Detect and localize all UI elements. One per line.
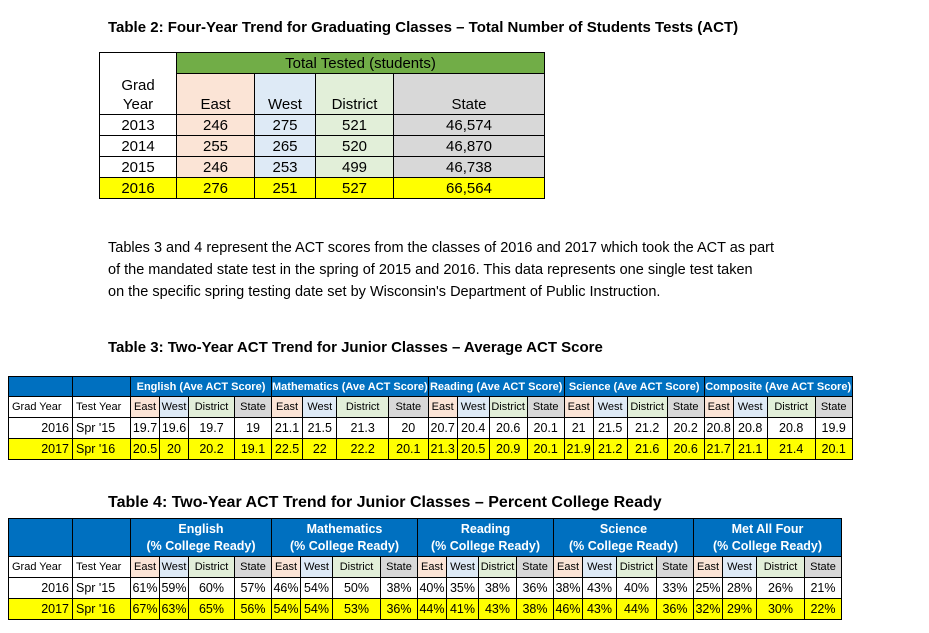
- score-cell: 21.5: [303, 418, 337, 439]
- score-cell: 43%: [583, 599, 617, 620]
- score-cell: 57%: [235, 578, 272, 599]
- column-header-east: East: [564, 397, 593, 418]
- score-cell: 28%: [723, 578, 757, 599]
- score-cell: 20.9: [489, 439, 527, 460]
- score-cell: 40%: [418, 578, 447, 599]
- score-cell: 25%: [694, 578, 723, 599]
- column-header-district: District: [627, 397, 667, 418]
- subject-group-header: Reading (% College Ready): [418, 519, 554, 557]
- score-cell: 54%: [301, 599, 333, 620]
- table-cell: 251: [255, 178, 316, 199]
- score-cell: 19.6: [160, 418, 189, 439]
- score-cell: 20.1: [388, 439, 428, 460]
- group-header-row: [9, 377, 853, 397]
- paragraph-line: of the mandated state test in the spring of 2015 and 2016. This data represents one single test taken: [108, 262, 753, 278]
- test-year-header: Test Year: [73, 397, 131, 418]
- score-cell: 43%: [583, 578, 617, 599]
- column-header-west: West: [457, 397, 489, 418]
- score-cell: 19.9: [815, 418, 852, 439]
- score-cell: 21.1: [733, 439, 767, 460]
- score-cell: 59%: [160, 578, 189, 599]
- score-cell: 20.1: [527, 439, 564, 460]
- score-cell: 20.8: [704, 418, 733, 439]
- score-cell: 21.2: [593, 439, 627, 460]
- table-row: [9, 439, 853, 460]
- score-cell: 43%: [479, 599, 517, 620]
- subject-group-header: Mathematics (% College Ready): [272, 519, 418, 557]
- table2-col-state: State: [394, 74, 545, 115]
- score-cell: 20: [388, 418, 428, 439]
- column-header-west: West: [160, 557, 189, 578]
- table-row: [100, 115, 545, 136]
- score-cell: 65%: [189, 599, 235, 620]
- table4: [8, 518, 842, 620]
- column-header-west: West: [303, 397, 337, 418]
- table-cell: 520: [316, 136, 394, 157]
- table-row: [100, 136, 545, 157]
- table3: [8, 376, 853, 460]
- score-cell: 40%: [617, 578, 657, 599]
- column-header-west: West: [301, 557, 333, 578]
- column-header-state: State: [517, 557, 554, 578]
- blank-header-cell: [9, 519, 73, 557]
- subject-group-header: English (Ave ACT Score): [131, 377, 272, 397]
- column-header-east: East: [272, 397, 303, 418]
- column-header-east: East: [704, 397, 733, 418]
- table-cell: 66,564: [394, 178, 545, 199]
- grad-year-cell: 2017: [9, 439, 73, 460]
- table-cell: 276: [177, 178, 255, 199]
- table-cell: 246: [177, 115, 255, 136]
- table2: [99, 52, 545, 199]
- blank-header-cell: [73, 519, 131, 557]
- column-header-district: District: [757, 557, 805, 578]
- score-cell: 22: [303, 439, 337, 460]
- score-cell: 53%: [333, 599, 381, 620]
- column-header-east: East: [554, 557, 583, 578]
- score-cell: 20.5: [131, 439, 160, 460]
- score-cell: 21.4: [767, 439, 815, 460]
- score-cell: 38%: [517, 599, 554, 620]
- group-header-row: [9, 519, 842, 557]
- column-header-district: District: [189, 557, 235, 578]
- blank-header-cell: [73, 377, 131, 397]
- score-cell: 20.2: [667, 418, 704, 439]
- score-cell: 38%: [554, 578, 583, 599]
- column-header-state: State: [815, 397, 852, 418]
- score-cell: 46%: [272, 578, 301, 599]
- score-cell: 33%: [657, 578, 694, 599]
- score-cell: 36%: [517, 578, 554, 599]
- column-header-state: State: [235, 557, 272, 578]
- paragraph-line: on the specific spring testing date set by Wisconsin's Department of Public Instruction.: [108, 284, 661, 300]
- score-cell: 38%: [479, 578, 517, 599]
- score-cell: 21.1: [272, 418, 303, 439]
- score-cell: 30%: [757, 599, 805, 620]
- subject-group-header: English (% College Ready): [131, 519, 272, 557]
- grad-year-cell: 2016: [100, 178, 177, 199]
- column-header-east: East: [428, 397, 457, 418]
- column-header-row: [9, 397, 853, 418]
- score-cell: 20.1: [527, 418, 564, 439]
- score-cell: 60%: [189, 578, 235, 599]
- grad-year-cell: 2015: [100, 157, 177, 178]
- score-cell: 36%: [381, 599, 418, 620]
- score-cell: 21.3: [337, 418, 389, 439]
- score-cell: 20.4: [457, 418, 489, 439]
- column-header-east: East: [418, 557, 447, 578]
- score-cell: 50%: [333, 578, 381, 599]
- score-cell: 32%: [694, 599, 723, 620]
- score-cell: 22.5: [272, 439, 303, 460]
- grad-year-cell: 2016: [9, 578, 73, 599]
- table2-title: Table 2: Four-Year Trend for Graduating Classes – Total Number of Students Tests (ACT): [108, 19, 739, 36]
- table-cell: 275: [255, 115, 316, 136]
- grad-year-header: Grad Year: [9, 397, 73, 418]
- test-year-header: Test Year: [73, 557, 131, 578]
- table-cell: 499: [316, 157, 394, 178]
- score-cell: 20.7: [428, 418, 457, 439]
- score-cell: 20.8: [767, 418, 815, 439]
- column-header-district: District: [489, 397, 527, 418]
- score-cell: 20.1: [815, 439, 852, 460]
- score-cell: 21.3: [428, 439, 457, 460]
- column-header-west: West: [723, 557, 757, 578]
- table-row: [100, 178, 545, 199]
- score-cell: 21.9: [564, 439, 593, 460]
- grad-year-cell: 2013: [100, 115, 177, 136]
- table-cell: 246: [177, 157, 255, 178]
- subject-group-header: Science (% College Ready): [554, 519, 694, 557]
- score-cell: 35%: [447, 578, 479, 599]
- table2-corner-cell: [100, 53, 177, 74]
- score-cell: 41%: [447, 599, 479, 620]
- score-cell: 56%: [235, 599, 272, 620]
- score-cell: 54%: [272, 599, 301, 620]
- score-cell: 19: [235, 418, 272, 439]
- column-header-east: East: [131, 557, 160, 578]
- table3-title: Table 3: Two-Year ACT Trend for Junior Classes – Average ACT Score: [108, 339, 603, 356]
- score-cell: 38%: [381, 578, 418, 599]
- paragraph-line: Tables 3 and 4 represent the ACT scores from the classes of 2016 and 2017 which took the ACT as part: [108, 240, 775, 256]
- column-header-west: West: [583, 557, 617, 578]
- score-cell: 54%: [301, 578, 333, 599]
- column-header-row: [9, 557, 842, 578]
- blank-header-cell: [9, 377, 73, 397]
- score-cell: 21.2: [627, 418, 667, 439]
- intro-paragraph: [108, 237, 908, 303]
- column-header-state: State: [805, 557, 842, 578]
- grad-year-cell: 2017: [9, 599, 73, 620]
- column-header-district: District: [617, 557, 657, 578]
- column-header-state: State: [657, 557, 694, 578]
- table-cell: 527: [316, 178, 394, 199]
- column-header-district: District: [479, 557, 517, 578]
- score-cell: 19.1: [235, 439, 272, 460]
- table-cell: 46,574: [394, 115, 545, 136]
- subject-group-header: Met All Four (% College Ready): [694, 519, 842, 557]
- column-header-state: State: [388, 397, 428, 418]
- score-cell: 44%: [617, 599, 657, 620]
- test-year-cell: Spr '16: [73, 439, 131, 460]
- score-cell: 22%: [805, 599, 842, 620]
- score-cell: 29%: [723, 599, 757, 620]
- score-cell: 20: [160, 439, 189, 460]
- table-cell: 46,738: [394, 157, 545, 178]
- column-header-state: State: [381, 557, 418, 578]
- score-cell: 20.2: [189, 439, 235, 460]
- table-cell: 253: [255, 157, 316, 178]
- column-header-west: West: [447, 557, 479, 578]
- table2-col-east: East: [177, 74, 255, 115]
- table-cell: 46,870: [394, 136, 545, 157]
- table-row: [9, 418, 853, 439]
- table2-group-header: Total Tested (students): [177, 53, 545, 74]
- grad-year-cell: 2016: [9, 418, 73, 439]
- score-cell: 46%: [554, 599, 583, 620]
- test-year-cell: Spr '15: [73, 578, 131, 599]
- column-header-district: District: [189, 397, 235, 418]
- score-cell: 63%: [160, 599, 189, 620]
- table-row: [100, 157, 545, 178]
- subject-group-header: Composite (Ave ACT Score): [704, 377, 852, 397]
- score-cell: 21%: [805, 578, 842, 599]
- column-header-west: West: [733, 397, 767, 418]
- score-cell: 44%: [418, 599, 447, 620]
- score-cell: 21: [564, 418, 593, 439]
- score-cell: 20.6: [667, 439, 704, 460]
- table2-grad-year-header: Grad Year: [100, 74, 177, 115]
- score-cell: 19.7: [131, 418, 160, 439]
- score-cell: 22.2: [337, 439, 389, 460]
- score-cell: 21.5: [593, 418, 627, 439]
- subject-group-header: Science (Ave ACT Score): [564, 377, 704, 397]
- table-cell: 255: [177, 136, 255, 157]
- table-row: [9, 578, 842, 599]
- score-cell: 21.6: [627, 439, 667, 460]
- score-cell: 21.7: [704, 439, 733, 460]
- column-header-state: State: [527, 397, 564, 418]
- subject-group-header: Reading (Ave ACT Score): [428, 377, 564, 397]
- score-cell: 26%: [757, 578, 805, 599]
- score-cell: 20.6: [489, 418, 527, 439]
- column-header-state: State: [235, 397, 272, 418]
- table2-col-west: West: [255, 74, 316, 115]
- table4-title: Table 4: Two-Year ACT Trend for Junior Classes – Percent College Ready: [108, 494, 662, 511]
- column-header-east: East: [131, 397, 160, 418]
- score-cell: 20.5: [457, 439, 489, 460]
- column-header-west: West: [160, 397, 189, 418]
- grad-year-cell: 2014: [100, 136, 177, 157]
- table-cell: 521: [316, 115, 394, 136]
- table2-col-district: District: [316, 74, 394, 115]
- column-header-east: East: [694, 557, 723, 578]
- score-cell: 19.7: [189, 418, 235, 439]
- score-cell: 20.8: [733, 418, 767, 439]
- subject-group-header: Mathematics (Ave ACT Score): [272, 377, 429, 397]
- score-cell: 67%: [131, 599, 160, 620]
- test-year-cell: Spr '15: [73, 418, 131, 439]
- column-header-east: East: [272, 557, 301, 578]
- table-cell: 265: [255, 136, 316, 157]
- score-cell: 36%: [657, 599, 694, 620]
- column-header-state: State: [667, 397, 704, 418]
- test-year-cell: Spr '16: [73, 599, 131, 620]
- score-cell: 61%: [131, 578, 160, 599]
- grad-year-header: Grad Year: [9, 557, 73, 578]
- column-header-district: District: [333, 557, 381, 578]
- column-header-district: District: [337, 397, 389, 418]
- table-row: [9, 599, 842, 620]
- column-header-district: District: [767, 397, 815, 418]
- column-header-west: West: [593, 397, 627, 418]
